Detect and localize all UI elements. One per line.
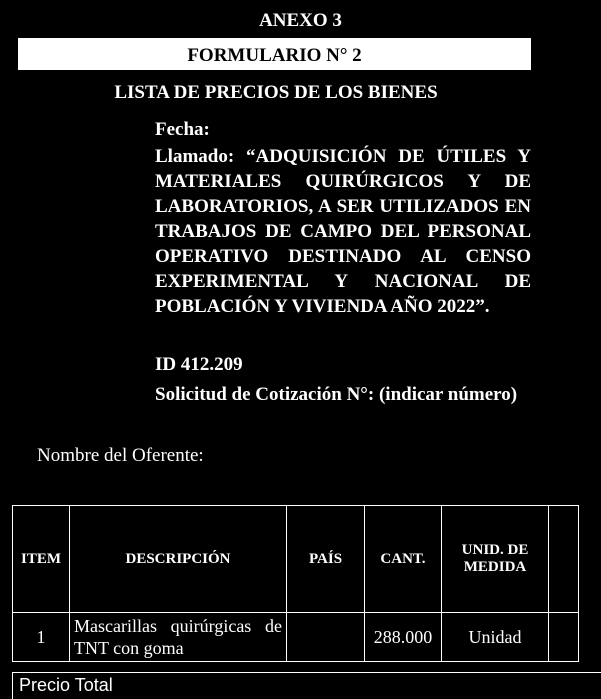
table-row xyxy=(13,613,579,662)
header-pais: PAÍS xyxy=(287,506,365,613)
price-table xyxy=(12,505,579,662)
annex-title: ANEXO 3 xyxy=(259,10,342,31)
llamado-text: Llamado: “ADQUISICIÓN DE ÚTILES Y MATERIALES QUIRÚRGICOS Y DE LABORATORIOS, A SER UTILIZADOS EN TRABAJOS DE CAMPO DEL PERSONAL OPERATIVO DESTINADO AL CENSO EXPERIMENTAL Y NACIONAL DE POBLACIÓN Y VIVIENDA AÑO 2022”. xyxy=(155,146,531,317)
header-cut-off xyxy=(549,506,579,613)
cell-item: 1 xyxy=(13,613,70,662)
list-title: LISTA DE PRECIOS DE LOS BIENES xyxy=(114,82,438,103)
total-price-label: Precio Total xyxy=(12,672,601,699)
cell-cut-off xyxy=(549,613,579,662)
oferente-label: Nombre del Oferente: xyxy=(37,445,204,466)
id-number: ID 412.209 xyxy=(155,354,243,375)
header-unidad: UNID. DE MEDIDA xyxy=(442,506,549,613)
fecha-label: Fecha: xyxy=(155,119,210,140)
cell-pais xyxy=(287,613,365,662)
header-cant: CANT. xyxy=(365,506,442,613)
table-header-row xyxy=(13,506,579,613)
form-title: FORMULARIO N° 2 xyxy=(18,38,531,70)
cell-cant: 288.000 xyxy=(365,613,442,662)
cell-unidad: Unidad xyxy=(442,613,549,662)
header-descripcion: DESCRIPCIÓN xyxy=(70,506,287,613)
solicitud-text: Solicitud de Cotización N°: (indicar número) xyxy=(155,384,518,405)
cell-descripcion: Mascarillas quirúrgicas de TNT con goma xyxy=(70,613,287,662)
header-item: ITEM xyxy=(13,506,70,613)
